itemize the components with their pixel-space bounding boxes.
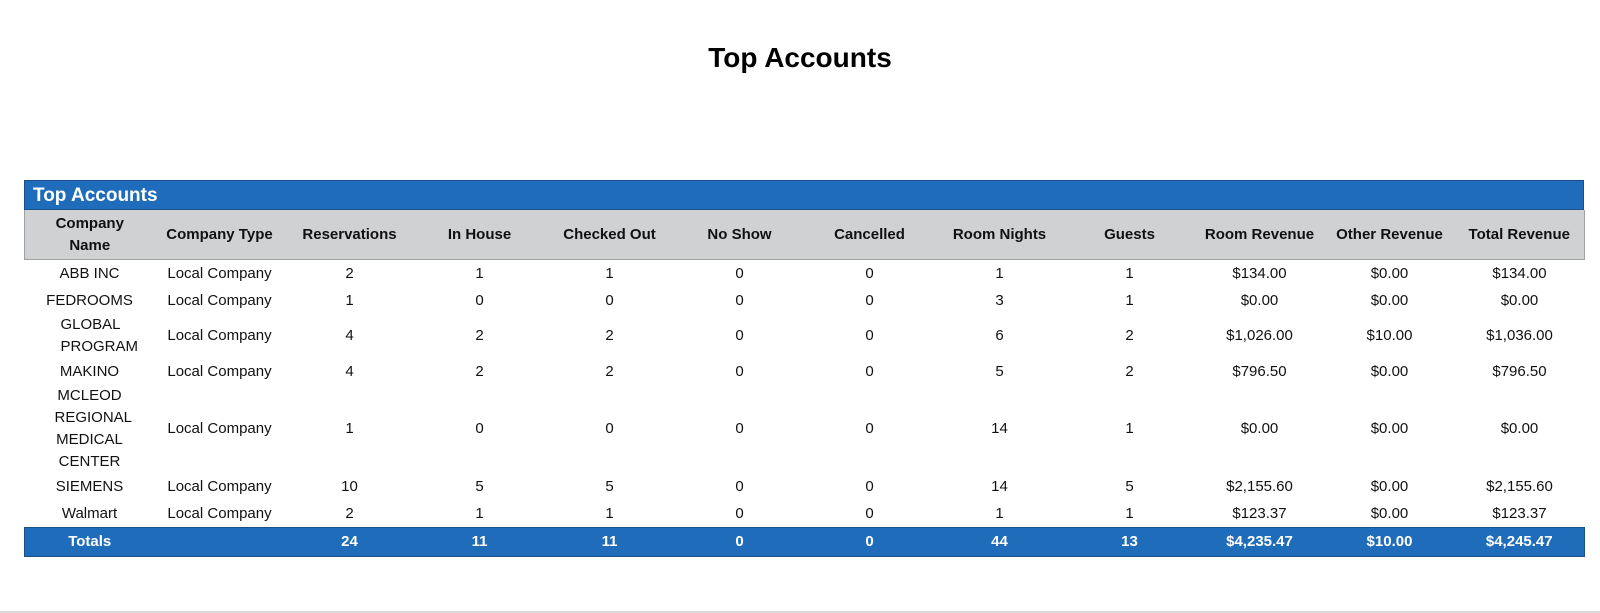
no-show-cell: 0	[735, 504, 744, 522]
room-revenue-cell: $2,155.60	[1226, 477, 1293, 495]
company-name-cell: Walmart	[61, 504, 118, 522]
company-type-cell: Local Company	[167, 477, 272, 495]
col-header-room-revenue[interactable]: Room Revenue	[1195, 210, 1325, 260]
totals-checked-out: 11	[545, 528, 675, 557]
totals-label: Totals	[25, 528, 155, 557]
cancelled-cell: 0	[865, 264, 874, 282]
room-nights-cell: 6	[995, 327, 1004, 344]
total-revenue-cell: $796.50	[1492, 362, 1547, 380]
page-title: Top Accounts	[708, 42, 892, 73]
in-house-cell: 2	[475, 327, 484, 344]
room-nights-cell: 14	[991, 420, 1008, 437]
section-title: Top Accounts	[24, 180, 1584, 210]
room-nights-cell: 1	[995, 264, 1004, 282]
total-revenue-cell: $0.00	[1500, 291, 1539, 309]
col-header-other-revenue[interactable]: Other Revenue	[1325, 210, 1455, 260]
table-row	[25, 473, 1585, 500]
company-type-cell: Local Company	[167, 264, 272, 282]
no-show-cell: 0	[735, 477, 744, 495]
table-row	[25, 358, 1585, 385]
totals-guests: 13	[1065, 528, 1195, 557]
guests-cell: 1	[1125, 504, 1134, 522]
totals-company-type	[155, 528, 285, 557]
no-show-cell: 0	[735, 362, 744, 380]
header-row	[25, 210, 1585, 260]
total-revenue-cell: $2,155.60	[1486, 477, 1553, 495]
cancelled-cell: 0	[865, 327, 874, 344]
no-show-cell: 0	[735, 420, 744, 437]
totals-no-show: 0	[675, 528, 805, 557]
totals-total-revenue: $4,245.47	[1455, 528, 1585, 557]
cancelled-cell: 0	[865, 420, 874, 437]
room-revenue-cell: $796.50	[1232, 362, 1287, 380]
company-type-cell: Local Company	[167, 504, 272, 522]
col-header-total-revenue[interactable]: Total Revenue	[1455, 210, 1585, 260]
col-header-no-show[interactable]: No Show	[675, 210, 805, 260]
table-row	[25, 385, 1585, 473]
reservations-cell: 4	[345, 362, 354, 380]
cancelled-cell: 0	[865, 504, 874, 522]
reservations-cell: 2	[345, 264, 354, 282]
total-revenue-cell: $0.00	[1500, 420, 1539, 437]
in-house-cell: 1	[475, 504, 484, 522]
col-header-in-house[interactable]: In House	[415, 210, 545, 260]
cancelled-cell: 0	[865, 362, 874, 380]
table-row	[25, 260, 1585, 288]
checked-out-cell: 1	[605, 504, 614, 522]
other-revenue-cell: $0.00	[1370, 477, 1409, 495]
checked-out-cell: 1	[605, 264, 614, 282]
no-show-cell: 0	[735, 327, 744, 344]
col-header-checked-out[interactable]: Checked Out	[545, 210, 675, 260]
accounts-table	[24, 210, 1585, 557]
cancelled-cell: 0	[865, 477, 874, 495]
other-revenue-cell: $0.00	[1370, 362, 1409, 380]
guests-cell: 1	[1125, 291, 1134, 309]
other-revenue-cell: $0.00	[1370, 291, 1409, 309]
totals-other-revenue: $10.00	[1325, 528, 1455, 557]
table-row	[25, 314, 1585, 358]
totals-reservations: 24	[285, 528, 415, 557]
checked-out-cell: 0	[605, 291, 614, 309]
room-nights-cell: 3	[995, 291, 1004, 309]
no-show-cell: 0	[735, 291, 744, 309]
reservations-cell: 1	[345, 420, 354, 437]
company-type-cell: Local Company	[167, 291, 272, 309]
company-type-cell: Local Company	[167, 362, 272, 380]
in-house-cell: 2	[475, 362, 484, 380]
room-nights-cell: 14	[991, 477, 1008, 495]
no-show-cell: 0	[735, 264, 744, 282]
guests-cell: 5	[1125, 477, 1134, 495]
checked-out-cell: 0	[605, 420, 614, 437]
checked-out-cell: 2	[605, 327, 614, 344]
guests-cell: 2	[1125, 327, 1134, 344]
guests-cell: 1	[1125, 264, 1134, 282]
reservations-cell: 4	[345, 327, 354, 344]
room-revenue-cell: $0.00	[1240, 291, 1279, 309]
guests-cell: 2	[1125, 362, 1134, 380]
room-nights-cell: 5	[995, 362, 1004, 380]
col-header-company-name[interactable]: Company Name	[25, 210, 155, 260]
company-name-cell: FEDROOMS	[46, 291, 133, 309]
table-row	[25, 287, 1585, 314]
cancelled-cell: 0	[865, 291, 874, 309]
totals-room-revenue: $4,235.47	[1195, 528, 1325, 557]
guests-cell: 1	[1125, 420, 1134, 437]
total-revenue-cell: $134.00	[1492, 264, 1547, 282]
table-row	[25, 500, 1585, 528]
other-revenue-cell: $0.00	[1370, 504, 1409, 522]
room-revenue-cell: $0.00	[1240, 420, 1279, 437]
room-nights-cell: 1	[995, 504, 1004, 522]
other-revenue-cell: $0.00	[1370, 264, 1409, 282]
other-revenue-cell: $10.00	[1366, 327, 1413, 344]
totals-in-house: 11	[415, 528, 545, 557]
col-header-room-nights[interactable]: Room Nights	[935, 210, 1065, 260]
room-revenue-cell: $123.37	[1232, 504, 1287, 522]
col-header-guests[interactable]: Guests	[1065, 210, 1195, 260]
col-header-cancelled[interactable]: Cancelled	[805, 210, 935, 260]
in-house-cell: 0	[475, 291, 484, 309]
company-name-cell: MCLEOD REGIONAL MEDICAL CENTER	[54, 387, 133, 470]
company-name-cell: GLOBAL PROGRAM	[60, 316, 139, 355]
col-header-reservations[interactable]: Reservations	[285, 210, 415, 260]
reservations-cell: 2	[345, 504, 354, 522]
room-revenue-cell: $1,026.00	[1226, 327, 1293, 344]
totals-row	[25, 528, 1585, 557]
company-name-cell: MAKINO	[59, 362, 120, 380]
room-revenue-cell: $134.00	[1232, 264, 1287, 282]
company-name-cell: SIEMENS	[55, 477, 124, 495]
totals-room-nights: 44	[935, 528, 1065, 557]
reservations-cell: 1	[345, 291, 354, 309]
col-header-company-type[interactable]: Company Type	[155, 210, 285, 260]
other-revenue-cell: $0.00	[1370, 420, 1409, 437]
in-house-cell: 0	[475, 420, 484, 437]
total-revenue-cell: $123.37	[1492, 504, 1547, 522]
in-house-cell: 1	[475, 264, 484, 282]
top-accounts-report	[24, 180, 1584, 557]
company-type-cell: Local Company	[167, 420, 272, 437]
in-house-cell: 5	[475, 477, 484, 495]
checked-out-cell: 2	[605, 362, 614, 380]
company-type-cell: Local Company	[167, 327, 272, 344]
checked-out-cell: 5	[605, 477, 614, 495]
totals-cancelled: 0	[805, 528, 935, 557]
company-name-cell: ABB INC	[59, 264, 120, 282]
reservations-cell: 10	[341, 477, 358, 495]
total-revenue-cell: $1,036.00	[1486, 327, 1553, 344]
